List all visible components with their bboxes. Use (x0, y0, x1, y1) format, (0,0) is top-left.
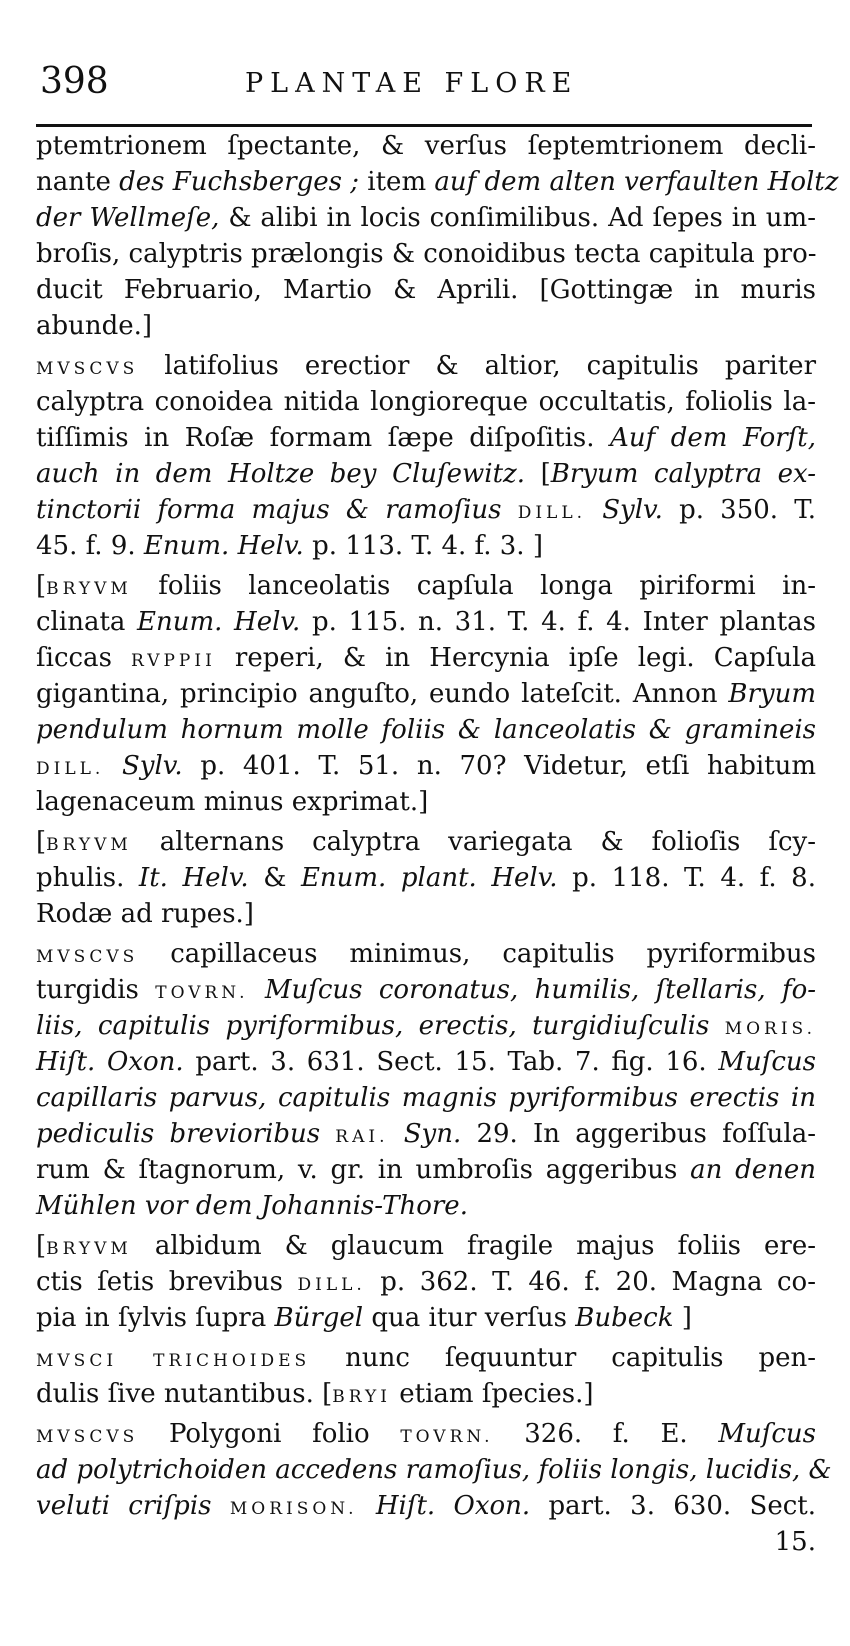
small-caps-author: TOVRN. (155, 983, 249, 1003)
text-run: nunc ſequuntur capitulis pen- (310, 1343, 816, 1373)
text-run (586, 495, 602, 525)
text-run: p. 113. T. 4. f. 3. ] (303, 531, 543, 561)
small-caps-author: DILL. (36, 759, 105, 779)
text-run: foliis lanceolatis capſula longa piriformi in- (131, 571, 816, 601)
text-run: p. 362. T. 46. f. 20. Magna co- (365, 1267, 816, 1297)
text-line (36, 1190, 816, 1222)
italic-text: des Fuchsberges ; (119, 167, 360, 197)
text-line (36, 274, 816, 306)
text-line (36, 1010, 816, 1045)
page-number: 398 (40, 61, 109, 102)
text-run: & (248, 863, 301, 893)
text-run (320, 1119, 335, 1149)
text-run: p. 350. T. (662, 495, 817, 525)
text-line (36, 678, 816, 710)
text-run: qua itur verſus (363, 1303, 576, 1333)
text-line (36, 1342, 816, 1377)
text-line (36, 458, 816, 490)
italic-text: Enum. Helv. (137, 607, 301, 637)
text-run: turgidis (36, 975, 156, 1005)
text-run: tiſſimis in Roſæ formam ſæpe diſpoſitis. (36, 423, 611, 453)
text-line (36, 1526, 816, 1558)
small-caps-author: DILL. (517, 503, 587, 523)
text-run: albidum & glaucum fragile majus foliis ere- (131, 1231, 816, 1261)
text-run: [ (36, 1231, 47, 1261)
text-run: rum & ſtagnorum, v. gr. in umbroſis aggeribus (36, 1155, 691, 1185)
small-caps-author: RAI. (335, 1127, 389, 1147)
text-run: 326. f. E. (493, 1419, 719, 1449)
italic-text: It. Helv. (138, 863, 249, 893)
text-line (36, 386, 816, 418)
small-caps-author: MVSCVS (36, 947, 139, 967)
italic-text: Syn. (403, 1119, 462, 1149)
italic-text: Hiſt. Oxon. (375, 1491, 531, 1521)
text-line (36, 642, 816, 677)
text-line (36, 1302, 816, 1334)
text-run: broſis, calyptris prælongis & conoidibus tecta capitula pro- (36, 239, 817, 269)
text-line (36, 786, 816, 818)
text-line (36, 862, 816, 894)
text-run: abunde.] (36, 311, 153, 341)
text-run: etiam ſpecies.] (390, 1379, 594, 1409)
italic-text: Muſcus (718, 1419, 817, 1449)
text-run: Rodæ ad rupes.] (36, 899, 254, 929)
text-line (36, 898, 816, 930)
small-caps-author: MORISON. (229, 1499, 358, 1519)
text-line (36, 1230, 816, 1265)
text-line (36, 714, 816, 746)
text-line (36, 570, 816, 605)
italic-text: Bubeck (575, 1303, 674, 1333)
italic-text: liis, capitulis pyriformibus, erectis, turgidiuſculis (36, 1011, 710, 1041)
text-line (36, 1154, 816, 1186)
italic-text: pendulum hornum molle foliis & lanceolatis & gramineis (36, 715, 816, 745)
text-run: pia in ſylvis ſupra (36, 1303, 275, 1333)
text-run: calyptra conoidea nitida longioreque occultatis, foliolis la- (36, 387, 816, 417)
text-run: Polygoni folio (138, 1419, 401, 1449)
text-run: p. 401. T. 51. n. 70? Videtur, etſi habitum (182, 751, 817, 781)
text-line (36, 530, 816, 562)
text-run: clinata (36, 607, 138, 637)
italic-text: der Wellmeſe, (36, 203, 220, 233)
italic-text: an denen (690, 1155, 817, 1185)
text-run: ptemtrionem ſpectante, & verſus ſeptemtrionem decli- (36, 131, 816, 161)
text-line (36, 422, 816, 454)
text-run: alternans calyptra variegata & folioſis ſcy- (131, 827, 816, 857)
text-run: p. 115. n. 31. T. 4. f. 4. Inter plantas (300, 607, 816, 637)
text-run: part. 3. 631. Sect. 15. Tab. 7. fig. 16. (183, 1047, 719, 1077)
text-run: item (359, 167, 435, 197)
text-run (104, 751, 122, 781)
small-caps-author: TOVRN. (400, 1427, 494, 1447)
text-run (249, 975, 265, 1005)
text-run: reperi, & in Hercynia ipſe legi. Capſula (215, 643, 816, 673)
italic-text: Bryum (728, 679, 816, 709)
text-line (36, 350, 816, 385)
text-run (357, 1491, 375, 1521)
italic-text: auch in dem Holtze bey Cluſewitz. (36, 459, 526, 489)
header-rule (36, 124, 812, 127)
italic-text: capillaris parvus, capitulis magnis pyriformibus erectis in (36, 1083, 816, 1113)
text-run: ſiccas (36, 643, 132, 673)
running-title: PLANTAE FLORE (245, 68, 579, 99)
text-line (36, 310, 816, 342)
small-caps-author: BRYI (332, 1387, 391, 1407)
small-caps-author: BRYVM (46, 579, 132, 599)
italic-text: Bryum calyptra ex- (550, 459, 816, 489)
small-caps-author: MORIS. (724, 1019, 816, 1039)
italic-text: Enum. plant. Helv. (300, 863, 558, 893)
italic-text: veluti criſpis (36, 1491, 212, 1521)
text-line (36, 130, 816, 162)
text-run: phulis. (36, 863, 139, 893)
italic-text: Muſcus coronatus, humilis, ſtellaris, fo- (264, 975, 817, 1005)
italic-text: pediculis brevioribus (36, 1119, 321, 1149)
text-run: lagenaceum minus exprimat.] (36, 787, 429, 817)
text-line (36, 1418, 816, 1453)
text-run: ] (673, 1303, 692, 1333)
text-line (36, 750, 816, 785)
italic-text: Mühlen vor dem Johannis-Thore. (36, 1191, 468, 1221)
text-run: capillaceus minimus, capitulis pyriformibus (138, 939, 816, 969)
small-caps-author: BRYVM (46, 835, 132, 855)
text-run: gigantina, principio anguſto, eundo lateſcit. Annon (36, 679, 729, 709)
text-line (36, 1490, 816, 1525)
text-run (211, 1491, 229, 1521)
italic-text: Sylv. (121, 751, 183, 781)
small-caps-author: DILL. (297, 1275, 366, 1295)
small-caps-author: MVSCVS (36, 1427, 139, 1447)
text-line (36, 494, 816, 529)
text-run: [ (36, 571, 47, 601)
text-run: & alibi in locis conſimilibus. Ad ſepes in um- (219, 203, 816, 233)
text-run: 15. (774, 1527, 816, 1557)
text-run: part. 3. 630. Sect. (530, 1491, 817, 1521)
page-header (40, 58, 820, 114)
italic-text: Sylv. (602, 495, 663, 525)
italic-text: Auf dem Forſt, (610, 423, 816, 453)
text-run (389, 1119, 404, 1149)
small-caps-author: RVPPII (131, 651, 216, 671)
text-line (36, 166, 839, 198)
text-line (36, 1454, 832, 1486)
italic-text: Enum. Helv. (143, 531, 304, 561)
italic-text: auf dem alten verfaulten Holtz (434, 167, 839, 197)
text-line (36, 1082, 816, 1114)
small-caps-author: MVSCI TRICHOIDES (36, 1351, 311, 1371)
text-run: ducit Februario, Martio & Aprili. [Gottingæ in muris (36, 275, 816, 305)
italic-text: Hiſt. Oxon. (36, 1047, 184, 1077)
text-run: [ (525, 459, 551, 489)
text-run: [ (36, 827, 47, 857)
text-line (36, 238, 816, 270)
text-line (36, 1378, 816, 1413)
text-run: dulis ſive nutantibus. [ (36, 1379, 333, 1409)
text-line (36, 606, 816, 638)
small-caps-author: MVSCVS (36, 359, 139, 379)
italic-text: Bürgel (274, 1303, 364, 1333)
italic-text: Muſcus (718, 1047, 817, 1077)
small-caps-author: BRYVM (46, 1239, 132, 1259)
text-line (36, 1046, 816, 1078)
text-run (502, 495, 518, 525)
text-run: 45. f. 9. (36, 531, 144, 561)
text-run: latifolius erectior & altior, capitulis pariter (138, 351, 816, 381)
text-run: 29. In aggeribus foſſula- (461, 1119, 816, 1149)
text-run: p. 118. T. 4. f. 8. (557, 863, 816, 893)
text-line (36, 1266, 816, 1301)
text-run (709, 1011, 724, 1041)
text-line (36, 202, 816, 234)
text-run: nante (36, 167, 120, 197)
italic-text: ad polytrichoiden accedens ramoſius, foliis longis, lucidis, & (36, 1455, 832, 1485)
text-line (36, 974, 816, 1009)
italic-text: tinctorii forma majus & ramoſius (36, 495, 502, 525)
text-line (36, 826, 816, 861)
text-run: ctis ſetis brevibus (36, 1267, 298, 1297)
text-line (36, 938, 816, 973)
text-line (36, 1118, 816, 1153)
